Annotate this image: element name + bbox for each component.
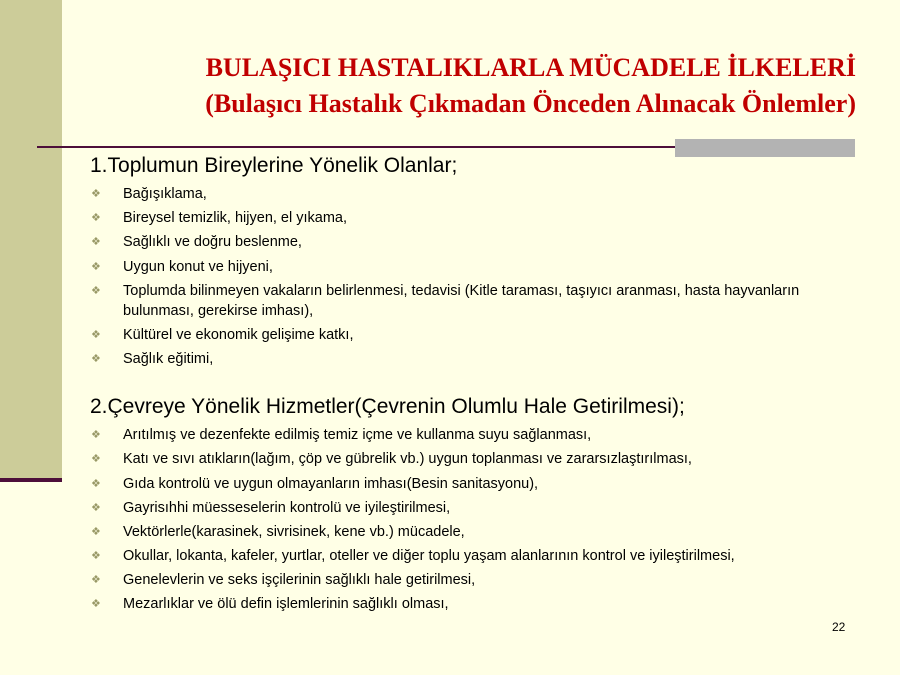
diamond-bullet-icon: ❖ xyxy=(91,574,101,587)
list-item-text: Arıtılmış ve dezenfekte edilmiş temiz içme ve kullanma suyu sağlanması, xyxy=(123,427,592,444)
list-item-text: Gayrisıhhi müesseselerin kontrolü ve iyileştirilmesi, xyxy=(123,499,451,516)
diamond-bullet-icon: ❖ xyxy=(91,353,101,366)
diamond-bullet-icon: ❖ xyxy=(91,188,101,200)
list-item xyxy=(90,474,860,494)
list-item-text: Katı ve sıvı atıkların(lağım, çöp ve gübrelik vb.) uygun toplanması ve zararsızlaştırılması, xyxy=(123,451,692,468)
diamond-bullet-icon: ❖ xyxy=(91,453,101,466)
list-item-text: Uygun konut ve hijyeni, xyxy=(123,258,273,275)
diamond-bullet-icon: ❖ xyxy=(91,550,101,563)
side-band-divider xyxy=(0,478,62,482)
diamond-bullet-icon: ❖ xyxy=(91,328,101,341)
list-item xyxy=(90,184,860,204)
diamond-bullet-icon: ❖ xyxy=(91,212,101,225)
section-1-list xyxy=(90,184,860,369)
list-item-text: Sağlıklı ve doğru beslenme, xyxy=(123,234,302,251)
list-item xyxy=(90,498,860,518)
diamond-bullet-icon: ❖ xyxy=(91,525,101,538)
diamond-bullet-icon: ❖ xyxy=(91,429,101,442)
list-item xyxy=(90,349,860,369)
list-item-text: Mezarlıklar ve ölü defin işlemlerinin sağlıklı olması, xyxy=(123,596,449,613)
title-line-2: (Bulaşıcı Hastalık Çıkmadan Önceden Alınacak Önlemler) xyxy=(205,89,856,118)
list-item-text: Gıda kontrolü ve uygun olmayanların imhası(Besin sanitasyonu), xyxy=(123,475,539,492)
diamond-bullet-icon: ❖ xyxy=(91,477,101,490)
list-item xyxy=(90,522,860,542)
section-1-heading: 1.Toplumun Bireylerine Yönelik Olanlar; xyxy=(90,154,458,177)
list-item xyxy=(90,257,860,277)
list-item xyxy=(90,449,860,469)
list-item xyxy=(90,546,860,566)
diamond-bullet-icon: ❖ xyxy=(91,284,101,297)
list-item-text: Vektörlerle(karasinek, sivrisinek, kene vb.) mücadele, xyxy=(123,523,465,540)
diamond-bullet-icon: ❖ xyxy=(91,260,101,273)
slide-title xyxy=(62,50,856,122)
list-item-text: Toplumda bilinmeyen vakaların belirlenmesi, tedavisi (Kitle taraması, taşıyıcı aranması, hasta hayvanların bulunması, gerekirse imhası), xyxy=(123,282,800,319)
diamond-bullet-icon: ❖ xyxy=(91,236,101,249)
list-item-text: Kültürel ve ekonomik gelişime katkı, xyxy=(123,326,354,343)
page-number: 22 xyxy=(832,620,846,634)
list-item-text: Bireysel temizlik, hijyen, el yıkama, xyxy=(123,210,348,227)
title-line-1: BULAŞICI HASTALIKLARLA MÜCADELE İLKELERİ xyxy=(205,53,856,82)
list-item xyxy=(90,594,860,614)
slide-content xyxy=(90,152,860,619)
list-item-text: Okullar, lokanta, kafeler, yurtlar, oteller ve diğer toplu yaşam alanlarının kontrol ve iyileştirilmesi, xyxy=(123,548,735,565)
list-item xyxy=(90,325,860,345)
list-item-text: Bağışıklama, xyxy=(123,186,207,202)
section-2-list xyxy=(90,425,860,614)
list-item xyxy=(90,281,860,321)
list-item-text: Sağlık eğitimi, xyxy=(123,351,214,368)
diamond-bullet-icon: ❖ xyxy=(91,501,101,514)
side-band xyxy=(0,0,62,480)
list-item xyxy=(90,425,860,445)
diamond-bullet-icon: ❖ xyxy=(91,598,101,611)
list-item xyxy=(90,570,860,590)
list-item xyxy=(90,232,860,252)
list-item-text: Genelevlerin ve seks işçilerinin sağlıklı hale getirilmesi, xyxy=(123,572,476,589)
list-item xyxy=(90,208,860,228)
section-2-heading: 2.Çevreye Yönelik Hizmetler(Çevrenin Olumlu Hale Getirilmesi); xyxy=(90,395,685,419)
